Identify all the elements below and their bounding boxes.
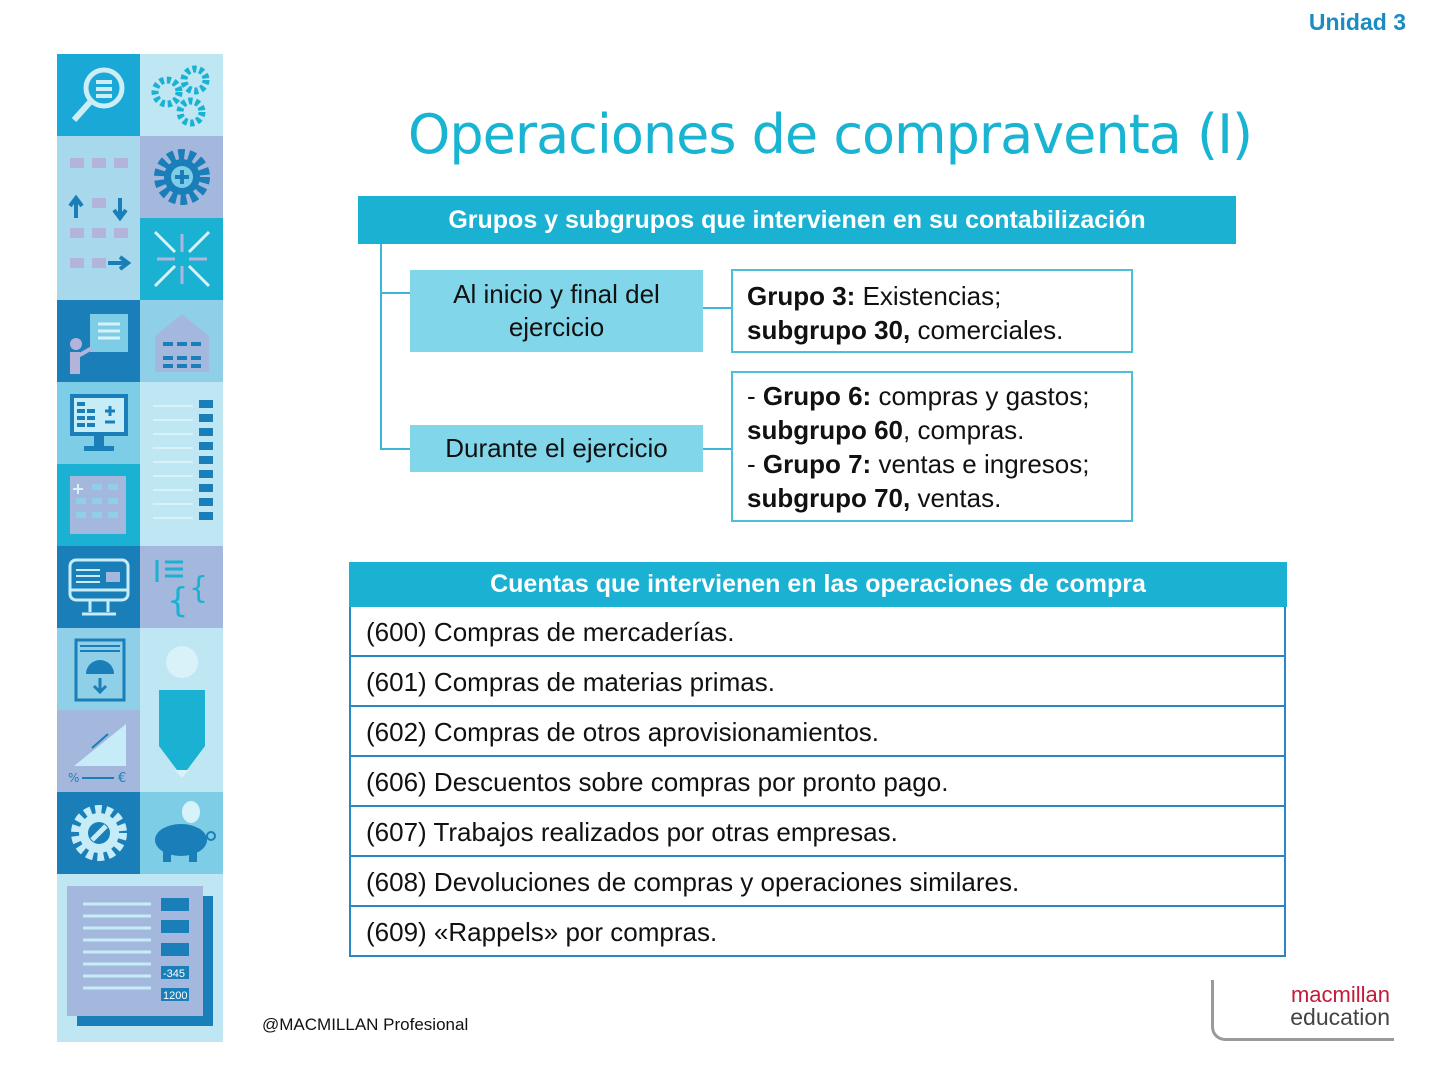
detail-line: subgrupo 30, comerciales. (747, 315, 1064, 345)
accounts-table (349, 562, 1287, 957)
macmillan-logo (1211, 980, 1394, 1041)
tree-connector (380, 244, 382, 450)
detail-line: - Grupo 6: compras y gastos; (747, 381, 1090, 411)
tree-connector (380, 292, 410, 294)
category-label: Durante el ejercicio (445, 433, 668, 463)
svg-text:{: { (188, 571, 208, 606)
logo-line-2: education (1290, 1004, 1390, 1030)
ledger-icon (140, 382, 223, 546)
svg-text:{: { (166, 581, 189, 621)
ledger-value: 1200 (163, 990, 188, 1002)
detail-line: - Grupo 7: ventas e ingresos; (747, 449, 1090, 479)
ledger-value: -345 (163, 968, 186, 980)
table-row: (600) Compras de mercaderías. (349, 607, 1286, 657)
accounts-table-heading: Cuentas que intervienen en las operaciones de compra (349, 562, 1287, 607)
monitor-calc-icon (57, 382, 140, 464)
page-title (0, 103, 1440, 166)
tree-connector (380, 448, 410, 450)
detail-line: subgrupo 70, ventas. (747, 483, 1002, 513)
sidebar-mosaic (57, 54, 223, 1042)
svg-text:€: € (117, 771, 126, 786)
page-title-text: Operaciones de compraventa (I) (407, 103, 1253, 166)
calculator-icon (57, 464, 140, 546)
groups-heading: Grupos y subgrupos que intervienen en su contabilización (358, 196, 1236, 244)
table-row: (607) Trabajos realizados por otras empresas. (349, 807, 1286, 857)
code-braces-icon (140, 546, 223, 628)
table-row: (606) Descuentos sobre compras por pronto pago. (349, 757, 1286, 807)
unit-label: Unidad 3 (1308, 9, 1406, 35)
tree-connector (703, 448, 732, 450)
report-icon (57, 874, 223, 1042)
person-icon (140, 628, 223, 792)
copyright-text: @MACMILLAN Profesional (262, 1015, 469, 1034)
table-row: (601) Compras de materias primas. (349, 657, 1286, 707)
logo-line-1: macmillan (1290, 982, 1390, 1007)
category-during (410, 425, 703, 472)
monitor-card-icon (57, 546, 140, 628)
category-label: Al inicio y final del (453, 279, 660, 309)
piggy-bank-icon (140, 792, 223, 874)
tree-connector (703, 307, 732, 309)
category-start-end (410, 270, 703, 352)
wrench-gear-icon (57, 792, 140, 874)
hierarchy-icon (140, 300, 223, 382)
svg-text:%: % (67, 771, 79, 785)
percent-euro-icon (57, 710, 140, 792)
table-row: (609) «Rappels» por compras. (349, 907, 1286, 957)
detail-line: subgrupo 60, compras. (747, 415, 1025, 445)
detail-group-3 (731, 269, 1133, 353)
table-row: (602) Compras de otros aprovisionamientos. (349, 707, 1286, 757)
detail-line: Grupo 3: Existencias; (747, 281, 1002, 311)
presenter-icon (57, 300, 140, 382)
category-label: ejercicio (508, 312, 605, 342)
euro-converge-icon (140, 218, 223, 300)
table-row: (608) Devoluciones de compras y operaciones similares. (349, 857, 1286, 907)
book-scale-icon (57, 628, 140, 710)
detail-groups-6-7 (731, 371, 1133, 522)
